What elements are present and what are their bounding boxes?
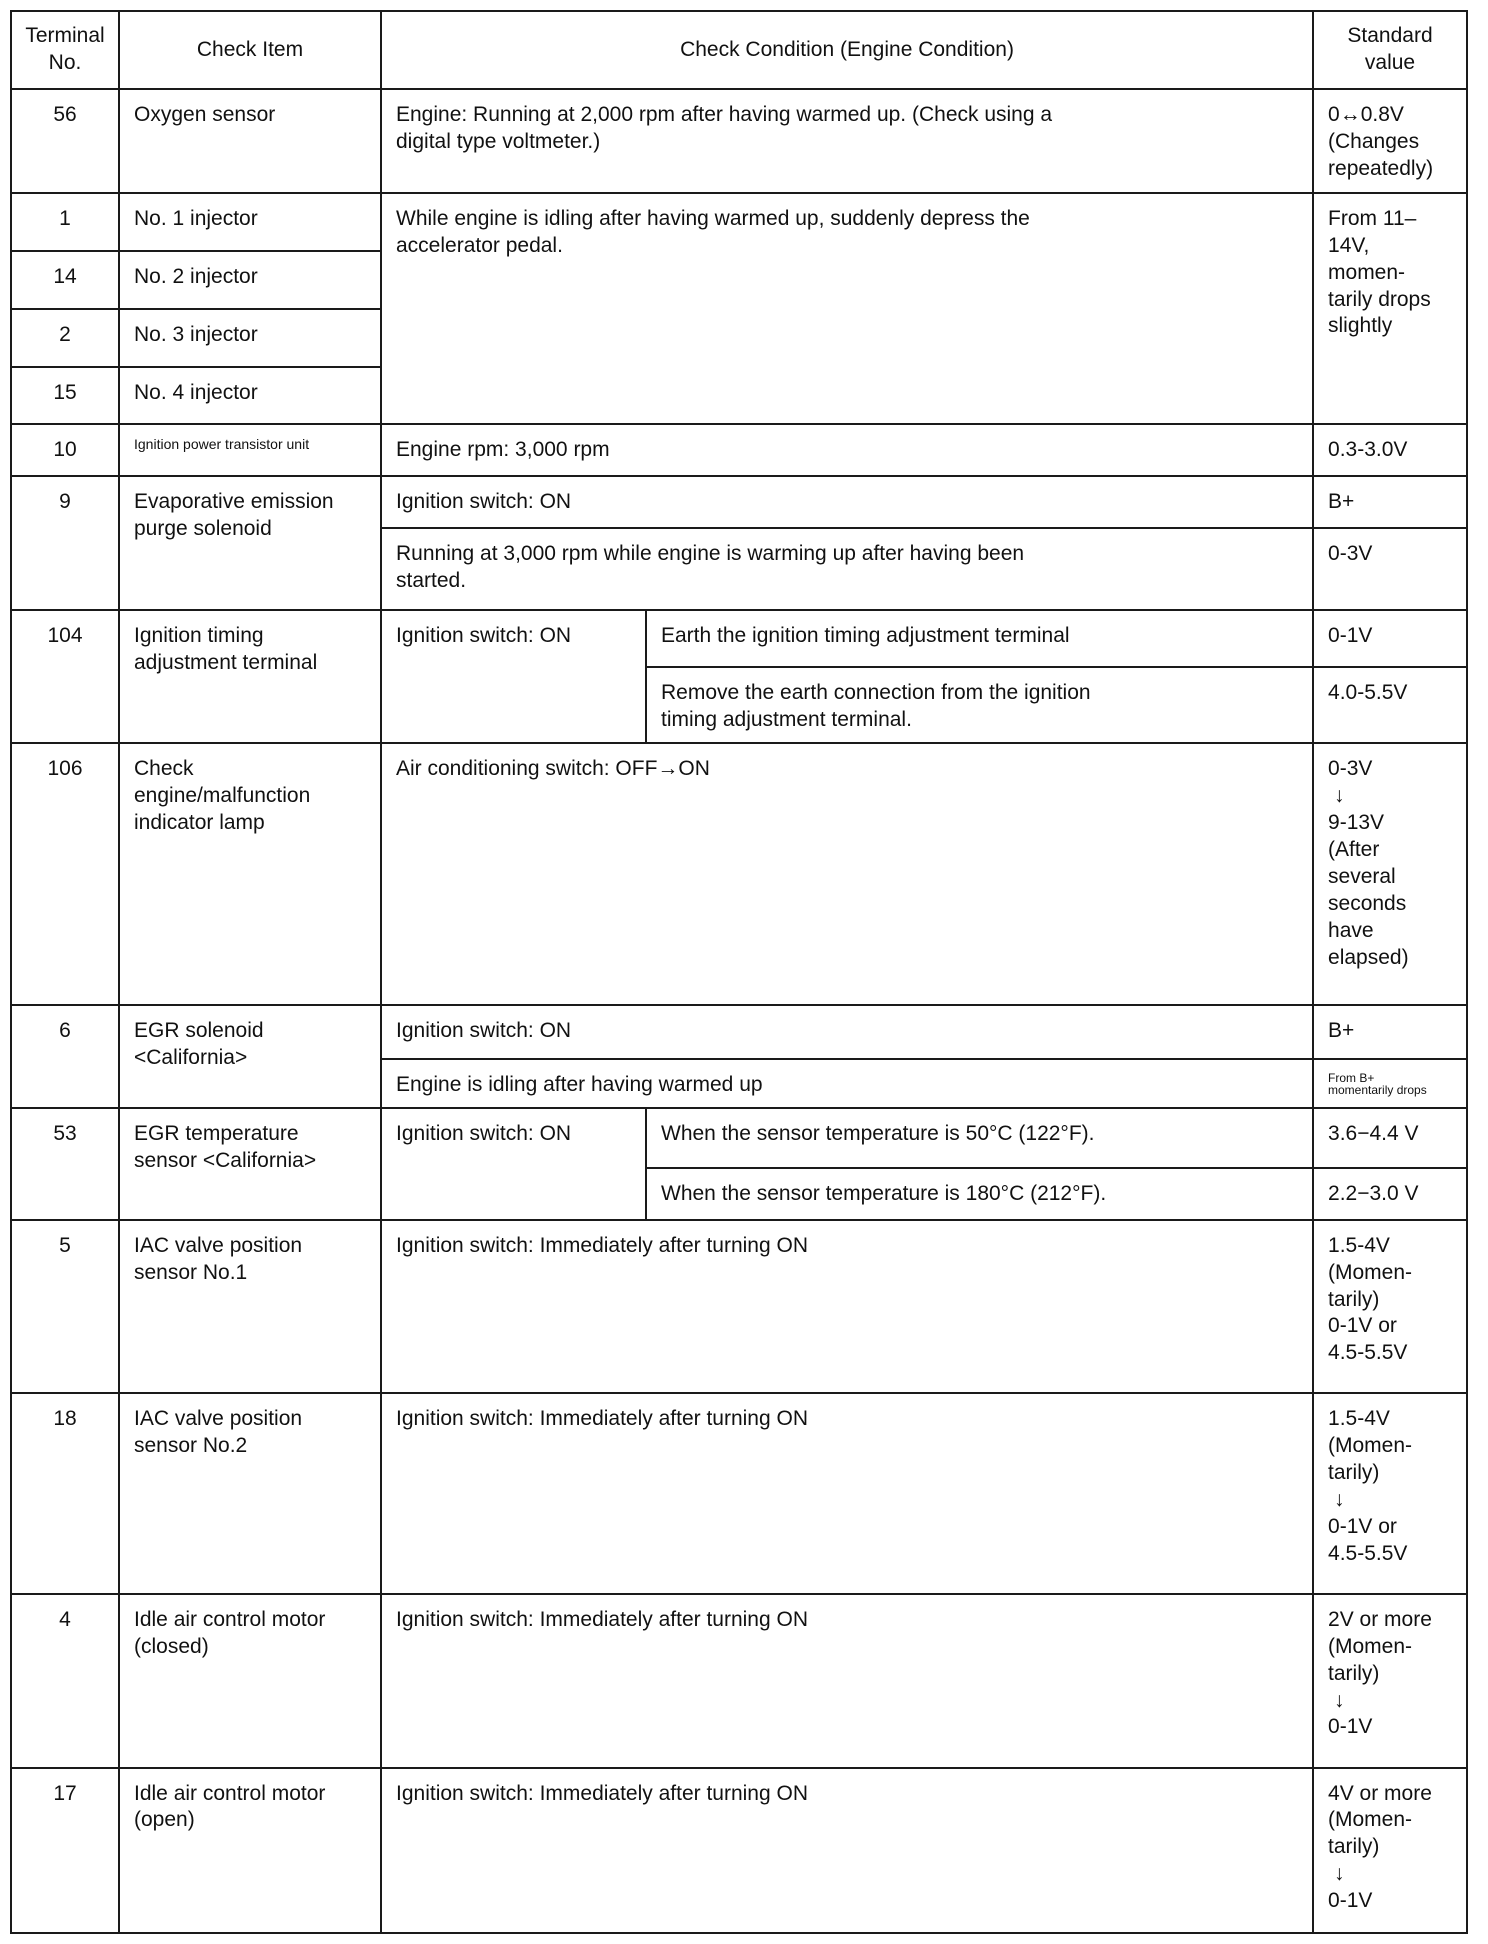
down-arrow-icon: ↓ [1334, 1862, 1345, 1886]
value-before: 0-3V [1328, 757, 1373, 781]
terminal-number: 4 [11, 1594, 119, 1768]
check-condition: Ignition switch: ON [381, 1005, 1313, 1059]
check-item: Ignition timing adjustment terminal [119, 610, 381, 743]
table-row [11, 89, 1467, 193]
terminal-number: 17 [11, 1768, 119, 1934]
table-row [11, 743, 1467, 1004]
check-item: EGR solenoid <California> [119, 1005, 381, 1108]
terminal-number: 5 [11, 1220, 119, 1394]
check-item: No. 1 injector [119, 193, 381, 251]
table-row [11, 1220, 1467, 1394]
standard-value: 0-1V [1313, 610, 1467, 667]
check-condition: Ignition switch: ON [381, 1108, 646, 1220]
check-item: Idle air control motor (closed) [119, 1594, 381, 1768]
check-item: Evaporative emission purge solenoid [119, 476, 381, 610]
value-before: 2V or more (Momen- tarily) [1328, 1607, 1432, 1685]
standard-value: 3.6−4.4 V [1313, 1108, 1467, 1168]
standard-value: B+ [1313, 476, 1467, 528]
header-row [11, 11, 1467, 89]
down-arrow-icon: ↓ [1334, 784, 1345, 808]
check-condition: Ignition switch: Immediately after turning ON [381, 1768, 1313, 1934]
check-condition: Engine rpm: 3,000 rpm [381, 424, 1313, 476]
terminal-number: 9 [11, 476, 119, 610]
down-arrow-icon: ↓ [1334, 1688, 1345, 1712]
check-item: EGR temperature sensor <California> [119, 1108, 381, 1220]
check-sub-condition: When the sensor temperature is 50°C (122°F). [646, 1108, 1313, 1168]
terminal-number: 18 [11, 1393, 119, 1593]
check-condition: Air conditioning switch: OFF→ON [381, 743, 1313, 1004]
check-sub-condition: Remove the earth connection from the ignition timing adjustment terminal. [646, 667, 1313, 743]
table-row [11, 1005, 1467, 1059]
check-condition: Running at 3,000 rpm while engine is warming up after having been started. [381, 528, 1313, 611]
table-row [11, 424, 1467, 476]
value-before: 1.5-4V (Momen- tarily) [1328, 1407, 1413, 1485]
check-condition: Ignition switch: ON [381, 610, 646, 743]
terminal-number: 104 [11, 610, 119, 743]
check-item: Idle air control motor (open) [119, 1768, 381, 1934]
standard-value [1313, 743, 1467, 1004]
standard-value [1313, 1594, 1467, 1768]
value-after: 9-13V (After several seconds have elapsed) [1328, 811, 1409, 969]
check-item: No. 2 injector [119, 251, 381, 309]
terminal-number: 1 [11, 193, 119, 251]
check-item: No. 3 injector [119, 309, 381, 367]
value-after: 0-1V or 4.5-5.5V [1328, 1514, 1408, 1565]
standard-value: 2.2−3.0 V [1313, 1168, 1467, 1220]
check-item: Oxygen sensor [119, 89, 381, 193]
check-item: Check engine/malfunction indicator lamp [119, 743, 381, 1004]
value-after: 0-1V [1328, 1715, 1373, 1739]
check-condition: Engine: Running at 2,000 rpm after having warmed up. (Check using a digital type voltmeter.) [381, 89, 1313, 193]
standard-value: From 11– 14V, momen- tarily drops slightly [1313, 193, 1467, 424]
standard-value: 0↔0.8V (Changes repeatedly) [1313, 89, 1467, 193]
check-item: Ignition power transistor unit [119, 424, 381, 476]
value-before: 4V or more (Momen- tarily) [1328, 1781, 1432, 1859]
header-check-item: Check Item [119, 11, 381, 89]
standard-value [1313, 1393, 1467, 1593]
check-condition: While engine is idling after having warmed up, suddenly depress the accelerator pedal. [381, 193, 1313, 424]
terminal-number: 106 [11, 743, 119, 1004]
header-standard-value: Standard value [1313, 11, 1467, 89]
check-condition: Ignition switch: Immediately after turning ON [381, 1594, 1313, 1768]
check-sub-condition: Earth the ignition timing adjustment terminal [646, 610, 1313, 667]
check-condition: Ignition switch: ON [381, 476, 1313, 528]
check-item: No. 4 injector [119, 367, 381, 425]
terminal-number: 2 [11, 309, 119, 367]
standard-value: 0-3V [1313, 528, 1467, 611]
standard-value: 4.0-5.5V [1313, 667, 1467, 743]
terminal-check-table [10, 10, 1468, 1934]
terminal-number: 14 [11, 251, 119, 309]
terminal-number: 15 [11, 367, 119, 425]
check-condition: Ignition switch: Immediately after turning ON [381, 1393, 1313, 1593]
table-row [11, 1393, 1467, 1593]
terminal-number: 56 [11, 89, 119, 193]
check-item: IAC valve position sensor No.2 [119, 1393, 381, 1593]
standard-value: B+ [1313, 1005, 1467, 1059]
terminal-number: 53 [11, 1108, 119, 1220]
header-check-condition: Check Condition (Engine Condition) [381, 11, 1313, 89]
table-row [11, 476, 1467, 528]
check-sub-condition: When the sensor temperature is 180°C (212°F). [646, 1168, 1313, 1220]
terminal-number: 6 [11, 1005, 119, 1108]
table-row [11, 1768, 1467, 1934]
table-row [11, 193, 1467, 251]
table-row [11, 1108, 1467, 1168]
standard-value: 0.3-3.0V [1313, 424, 1467, 476]
standard-value: From B+ momentarily drops [1313, 1059, 1467, 1109]
check-condition: Ignition switch: Immediately after turning ON [381, 1220, 1313, 1394]
value-after: 0-1V [1328, 1889, 1373, 1912]
header-terminal-no: Terminal No. [11, 11, 119, 89]
check-item: IAC valve position sensor No.1 [119, 1220, 381, 1394]
standard-value: 1.5-4V (Momen- tarily) 0-1V or 4.5-5.5V [1313, 1220, 1467, 1394]
standard-value [1313, 1768, 1467, 1934]
table-row [11, 1594, 1467, 1768]
check-condition: Engine is idling after having warmed up [381, 1059, 1313, 1109]
down-arrow-icon: ↓ [1334, 1488, 1345, 1512]
terminal-number: 10 [11, 424, 119, 476]
table-row [11, 610, 1467, 667]
